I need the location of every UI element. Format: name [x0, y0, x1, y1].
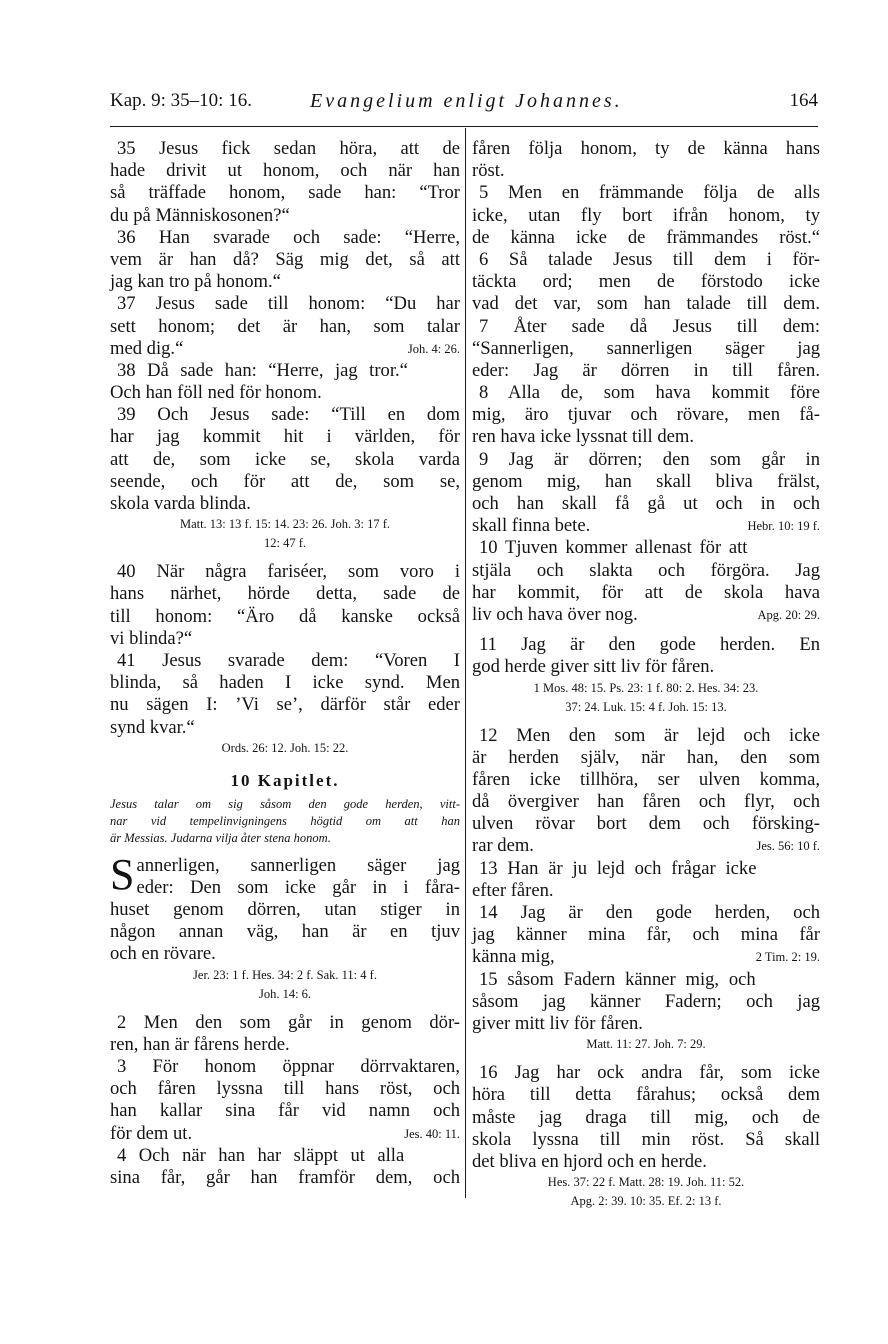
text-line: [472, 835, 820, 857]
text-line: [110, 628, 460, 650]
text-line: [110, 249, 460, 271]
text-line: [472, 338, 820, 360]
line-text: fåren följa honom, ty de känna hans: [472, 138, 820, 159]
line-text: 7 Åter sade då Jesus till dem:: [479, 315, 820, 337]
book-title: Evangelium enligt Johannes.: [310, 90, 623, 112]
line-text: täckta ord; men de förstodo icke: [472, 271, 820, 293]
page-number: 164: [789, 90, 818, 111]
text-line: [110, 138, 460, 160]
line-text: vad det var, som han talade till dem.: [472, 293, 820, 315]
text-line: [472, 1084, 820, 1106]
text-line: [472, 404, 820, 426]
line-text: 4 Och när han har släppt ut alla: [117, 1144, 405, 1166]
text-line: [110, 921, 460, 943]
line-text: och en rövare.: [110, 943, 216, 965]
line-text: vem är han då? Säg mig det, så att: [110, 248, 460, 270]
chapter-heading: 10 Kapitlet.: [230, 770, 340, 790]
line-text: då övergiver han fåren och flyr, och: [472, 791, 820, 813]
line-text: 15 såsom Fadern känner mig, och: [479, 968, 756, 990]
text-line: [110, 561, 460, 583]
text-line: [110, 316, 460, 338]
line-text: 13 Han är ju lejd och frågar icke: [479, 857, 757, 879]
text-line: [472, 205, 820, 227]
text-line: [472, 360, 820, 382]
text-line: [472, 1013, 820, 1035]
text-line: [472, 271, 820, 293]
line-text: blinda, så haden I icke synd. Men: [110, 672, 460, 694]
text-line: [110, 293, 460, 315]
line-text: måste jag draga till mig, och de: [472, 1106, 820, 1128]
line-text: 38 Då sade han: “Herre, jag tror.“: [117, 359, 408, 381]
paragraph-gap: [110, 758, 460, 766]
text-line: [472, 293, 820, 315]
text-line: [110, 404, 460, 426]
line-text: annerligen, sannerligen säger jag: [136, 854, 460, 876]
text-line: [110, 899, 460, 921]
line-text: de känna icke de främmandes röst.“: [472, 226, 820, 248]
line-text: 6 Så talade Jesus till dem i för-: [479, 248, 820, 270]
line-text: sina får, går han framför dem, och: [110, 1166, 460, 1188]
line-text: skola lyssna till min röst. Så skall: [472, 1128, 820, 1150]
text-line: [472, 316, 820, 338]
text-line: [472, 515, 820, 537]
line-text: ulven rövar bort dem och försking-: [472, 813, 820, 835]
text-line: [472, 560, 820, 582]
text-line: [110, 338, 460, 360]
line-text: 11 Jag är den gode herden. En: [479, 634, 820, 656]
line-text: 41 Jesus svarade dem: “Voren I: [117, 649, 460, 671]
line-text: 5 Men en främmande följa de alls: [479, 182, 820, 204]
cross-reference: Ords. 26: 12. Joh. 15: 22.: [221, 740, 349, 755]
text-line: [110, 160, 460, 182]
line-text: 40 När några fariséer, som voro i: [117, 561, 460, 583]
text-line: [472, 1062, 820, 1084]
line-text: det bliva en hjord och en herde.: [472, 1150, 707, 1172]
line-text: icke, utan fly bort ifrån honom, ty: [472, 204, 820, 226]
cross-reference: 1 Mos. 48: 15. Ps. 23: 1 f. 80: 2. Hes. 34: 23.: [533, 680, 759, 695]
left-column: [110, 138, 460, 1198]
text-line: [472, 791, 820, 813]
line-text: och fåren lyssna till hans röst, och: [110, 1078, 460, 1100]
line-text: du på Människosonen?“: [110, 204, 290, 226]
text-line: [472, 471, 820, 493]
text-line: [472, 969, 820, 991]
text-line: [472, 902, 820, 924]
line-text: jag känner mina får, och mina får: [472, 924, 820, 946]
text-line: [472, 991, 820, 1013]
text-line: [472, 1129, 820, 1151]
text-line: [110, 493, 460, 515]
text-line: [472, 769, 820, 791]
text-line: [110, 1145, 460, 1167]
line-text: är herden själv, när han, den som: [472, 746, 820, 768]
line-text: “Sannerligen, sannerligen säger jag: [472, 337, 820, 359]
inline-cross-reference: Jes. 40: 11.: [404, 1126, 460, 1141]
chapter-summary-line: nar vid tempelinvigningens högtid om att han: [110, 813, 460, 828]
text-line: [472, 426, 820, 448]
text-line: [472, 858, 820, 880]
line-text: höra till detta fårahus; också dem: [472, 1084, 820, 1106]
line-text: jag kan tro på honom.“: [110, 271, 281, 293]
paragraph-gap: [110, 847, 460, 855]
inline-cross-reference: Joh. 4: 26.: [407, 341, 460, 356]
text-line: [110, 382, 460, 404]
paragraph-gap: [472, 1054, 820, 1062]
line-text: mig, äro tjuvar och rövare, men få-: [472, 404, 820, 426]
line-text: att de, som icke se, skola varda: [110, 448, 460, 470]
cross-reference: Hes. 37: 22 f. Matt. 28: 19. Joh. 11: 52.: [547, 1175, 745, 1190]
line-text: 14 Jag är den gode herden, och: [479, 902, 820, 923]
text-line: [110, 426, 460, 448]
line-text: ren, han är fårens herde.: [110, 1033, 290, 1055]
line-text: 10 Tjuven kommer allenast för att: [479, 537, 748, 559]
line-text: röst.: [472, 160, 505, 182]
paragraph-gap: [110, 1004, 460, 1012]
text-line: [110, 694, 460, 716]
text-line: [472, 813, 820, 835]
text-line: [472, 604, 820, 626]
text-line: [472, 493, 820, 515]
running-header: [110, 90, 818, 127]
chapter-summary-line: är Messias. Judarna vilja åter stena honom.: [110, 830, 331, 845]
text-line: [472, 382, 820, 404]
line-text: hade drivit ut honom, och när han: [110, 160, 460, 182]
line-text: skola varda blinda.: [110, 493, 251, 514]
cross-reference: Matt. 13: 13 f. 15: 14. 23: 26. Joh. 3: 17 f.: [179, 517, 391, 532]
line-text: han kallar sina får vid namn och: [110, 1100, 460, 1122]
text-line: [110, 360, 460, 382]
cross-reference: Joh. 14: 6.: [258, 986, 312, 1001]
line-text: liv och hava över nog.: [472, 603, 638, 625]
line-text: 36 Han svarade och sade: “Herre,: [117, 226, 460, 248]
chapter-reference: Kap. 9: 35–10: 16.: [110, 90, 252, 111]
text-line: [110, 1100, 460, 1122]
text-line: [110, 672, 460, 694]
text-line: [110, 182, 460, 204]
line-text: såsom jag känner Fadern; och jag: [472, 990, 820, 1012]
text-line: [472, 656, 820, 678]
line-text: seende, och för att de, som se,: [110, 470, 460, 492]
text-line: [472, 924, 820, 946]
text-line: [472, 138, 820, 160]
line-text: till honom: “Äro då kanske också: [110, 605, 460, 627]
line-text: för dem ut.: [110, 1122, 193, 1144]
drop-cap: S: [110, 849, 135, 899]
line-text: fåren icke tillhöra, ser ulven komma,: [472, 768, 820, 790]
text-line: [472, 946, 820, 968]
text-line: [110, 650, 460, 672]
line-text: skall finna bete.: [472, 515, 591, 537]
text-line: [110, 606, 460, 628]
text-line: [110, 583, 460, 605]
text-line: [110, 471, 460, 493]
line-text: hans närhet, hörde detta, sade de: [110, 583, 460, 605]
line-text: nu sägen I: ’Vi se’, därför står eder: [110, 694, 460, 716]
text-line: [472, 537, 820, 559]
line-text: eder: Jag är dörren in till fåren.: [472, 359, 820, 381]
line-text: 37 Jesus sade till honom: “Du har: [117, 293, 460, 315]
line-text: efter fåren.: [472, 879, 554, 901]
line-text: synd kvar.“: [110, 716, 195, 738]
text-line: [110, 227, 460, 249]
line-text: har kommit, för att de skola hava: [472, 581, 820, 603]
text-line: [110, 1167, 460, 1189]
text-line: [110, 449, 460, 471]
text-line: [472, 880, 820, 902]
line-text: ren hava icke lyssnat till dem.: [472, 426, 695, 448]
line-text: 9 Jag är dörren; den som går in: [479, 448, 820, 470]
line-text: genom mig, han skall bliva frälst,: [472, 470, 820, 492]
paragraph-gap: [472, 717, 820, 725]
text-line: [472, 227, 820, 249]
cross-reference: Apg. 2: 39. 10: 35. Ef. 2: 13 f.: [570, 1194, 722, 1209]
text-line: [110, 717, 460, 739]
line-text: stjäla och slakta och förgöra. Jag: [472, 559, 820, 581]
text-line: [472, 449, 820, 471]
line-text: vi blinda?“: [110, 627, 193, 649]
text-line: [110, 877, 460, 899]
text-line: [472, 582, 820, 604]
text-line: [472, 249, 820, 271]
line-text: eder: Den som icke går in i fåra-: [136, 876, 460, 898]
line-text: känna mig,: [472, 946, 555, 968]
line-text: 3 För honom öppnar dörrvaktaren,: [117, 1056, 460, 1077]
text-line: [472, 725, 820, 747]
line-text: med dig.“: [110, 337, 184, 359]
line-text: så träffade honom, sade han: “Tror: [110, 182, 460, 204]
column-divider: [465, 128, 466, 1198]
line-text: 12 Men den som är lejd och icke: [479, 724, 820, 746]
text-line: [110, 1123, 460, 1145]
line-text: sett honom; det är han, som talar: [110, 315, 460, 337]
line-text: rar dem.: [472, 835, 534, 857]
line-text: har jag kommit hit i världen, för: [110, 426, 460, 448]
line-text: och han skall få gå ut och in och: [472, 493, 820, 514]
text-line: [110, 1056, 460, 1078]
line-text: 35 Jesus fick sedan höra, att de: [117, 138, 460, 159]
inline-cross-reference: 2 Tim. 2: 19.: [755, 950, 820, 965]
text-line: [110, 1034, 460, 1056]
text-line: [472, 1107, 820, 1129]
text-line: [110, 271, 460, 293]
line-text: giver mitt liv för fåren.: [472, 1012, 643, 1034]
text-line: [110, 205, 460, 227]
line-text: Och han föll ned för honom.: [110, 382, 322, 404]
text-line: [472, 1151, 820, 1173]
inline-cross-reference: Jes. 56: 10 f.: [756, 839, 820, 854]
text-line: [472, 747, 820, 769]
text-line: [472, 634, 820, 656]
line-text: 16 Jag har ock andra får, som icke: [479, 1062, 820, 1084]
line-text: 39 Och Jesus sade: “Till en dom: [117, 404, 460, 426]
cross-reference: Matt. 11: 27. Joh. 7: 29.: [586, 1037, 706, 1052]
chapter-summary-line: Jesus talar om sig såsom den gode herden, vitt-: [110, 796, 460, 811]
line-text: god herde giver sitt liv för fåren.: [472, 656, 715, 678]
text-line: [110, 1078, 460, 1100]
text-line: [110, 943, 460, 965]
cross-reference: 37: 24. Luk. 15: 4 f. Joh. 15: 13.: [565, 699, 727, 714]
text-line: [472, 182, 820, 204]
line-text: 2 Men den som går in genom dör-: [117, 1011, 460, 1033]
line-text: någon annan väg, han är en tjuv: [110, 921, 460, 943]
right-column: [472, 138, 820, 1209]
cross-reference: Jer. 23: 1 f. Hes. 34: 2 f. Sak. 11: 4 f.: [193, 967, 377, 982]
paragraph-gap: [110, 553, 460, 561]
text-line: [110, 1012, 460, 1034]
line-text: 8 Alla de, som hava kommit före: [479, 382, 820, 404]
inline-cross-reference: Hebr. 10: 19 f.: [747, 519, 820, 534]
paragraph-gap: [472, 626, 820, 634]
cross-reference: 12: 47 f.: [263, 536, 306, 551]
line-text: huset genom dörren, utan stiger in: [110, 899, 460, 921]
inline-cross-reference: Apg. 20: 29.: [757, 607, 820, 622]
text-line: [472, 160, 820, 182]
